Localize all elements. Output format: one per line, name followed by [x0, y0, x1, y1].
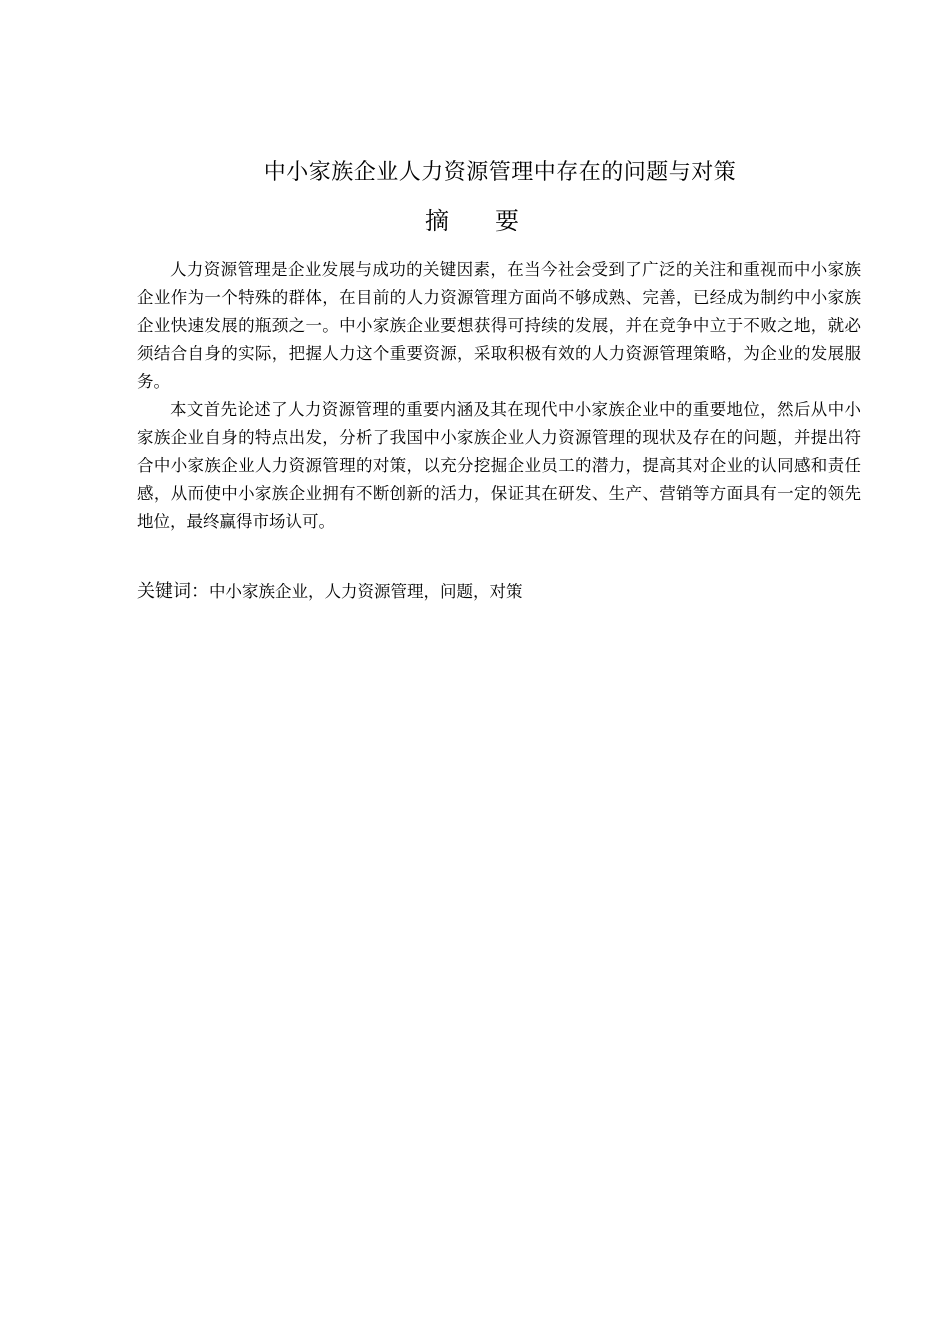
keywords-line — [137, 578, 861, 606]
abstract-heading: 摘要 — [425, 207, 565, 235]
keywords-value: 中小家族企业，人力资源管理，问题，对策 — [209, 582, 523, 601]
document-title: 中小家族企业人力资源管理中存在的问题与对策 — [263, 160, 737, 185]
keywords-label: 关键词： — [137, 581, 209, 602]
abstract-paragraph-2: 本文首先论述了人力资源管理的重要内涵及其在现代中小家族企业中的重要地位，然后从中小家族企业自身的特点出发，分析了我国中小家族企业人力资源管理的现状及存在的问题，并提出符合中小家族企业人力资源管理的对策，以充分挖掘企业员工的潜力，提高其对企业的认同感和责任感，从而使中小家族企业拥有不断创新的活力，保证其在研发、生产、营销等方面具有一定的领先地位，最终赢得市场认可。 — [137, 400, 861, 531]
abstract-paragraph-1: 人力资源管理是企业发展与成功的关键因素，在当今社会受到了广泛的关注和重视而中小家族企业作为一个特殊的群体，在目前的人力资源管理方面尚不够成熟、完善，已经成为制约中小家族企业快速发展的瓶颈之一。中小家族企业要想获得可持续的发展，并在竞争中立于不败之地，就必须结合自身的实际，把握人力这个重要资源，采取积极有效的人力资源管理策略，为企业的发展服务。 — [137, 260, 861, 391]
abstract-body — [137, 256, 861, 536]
